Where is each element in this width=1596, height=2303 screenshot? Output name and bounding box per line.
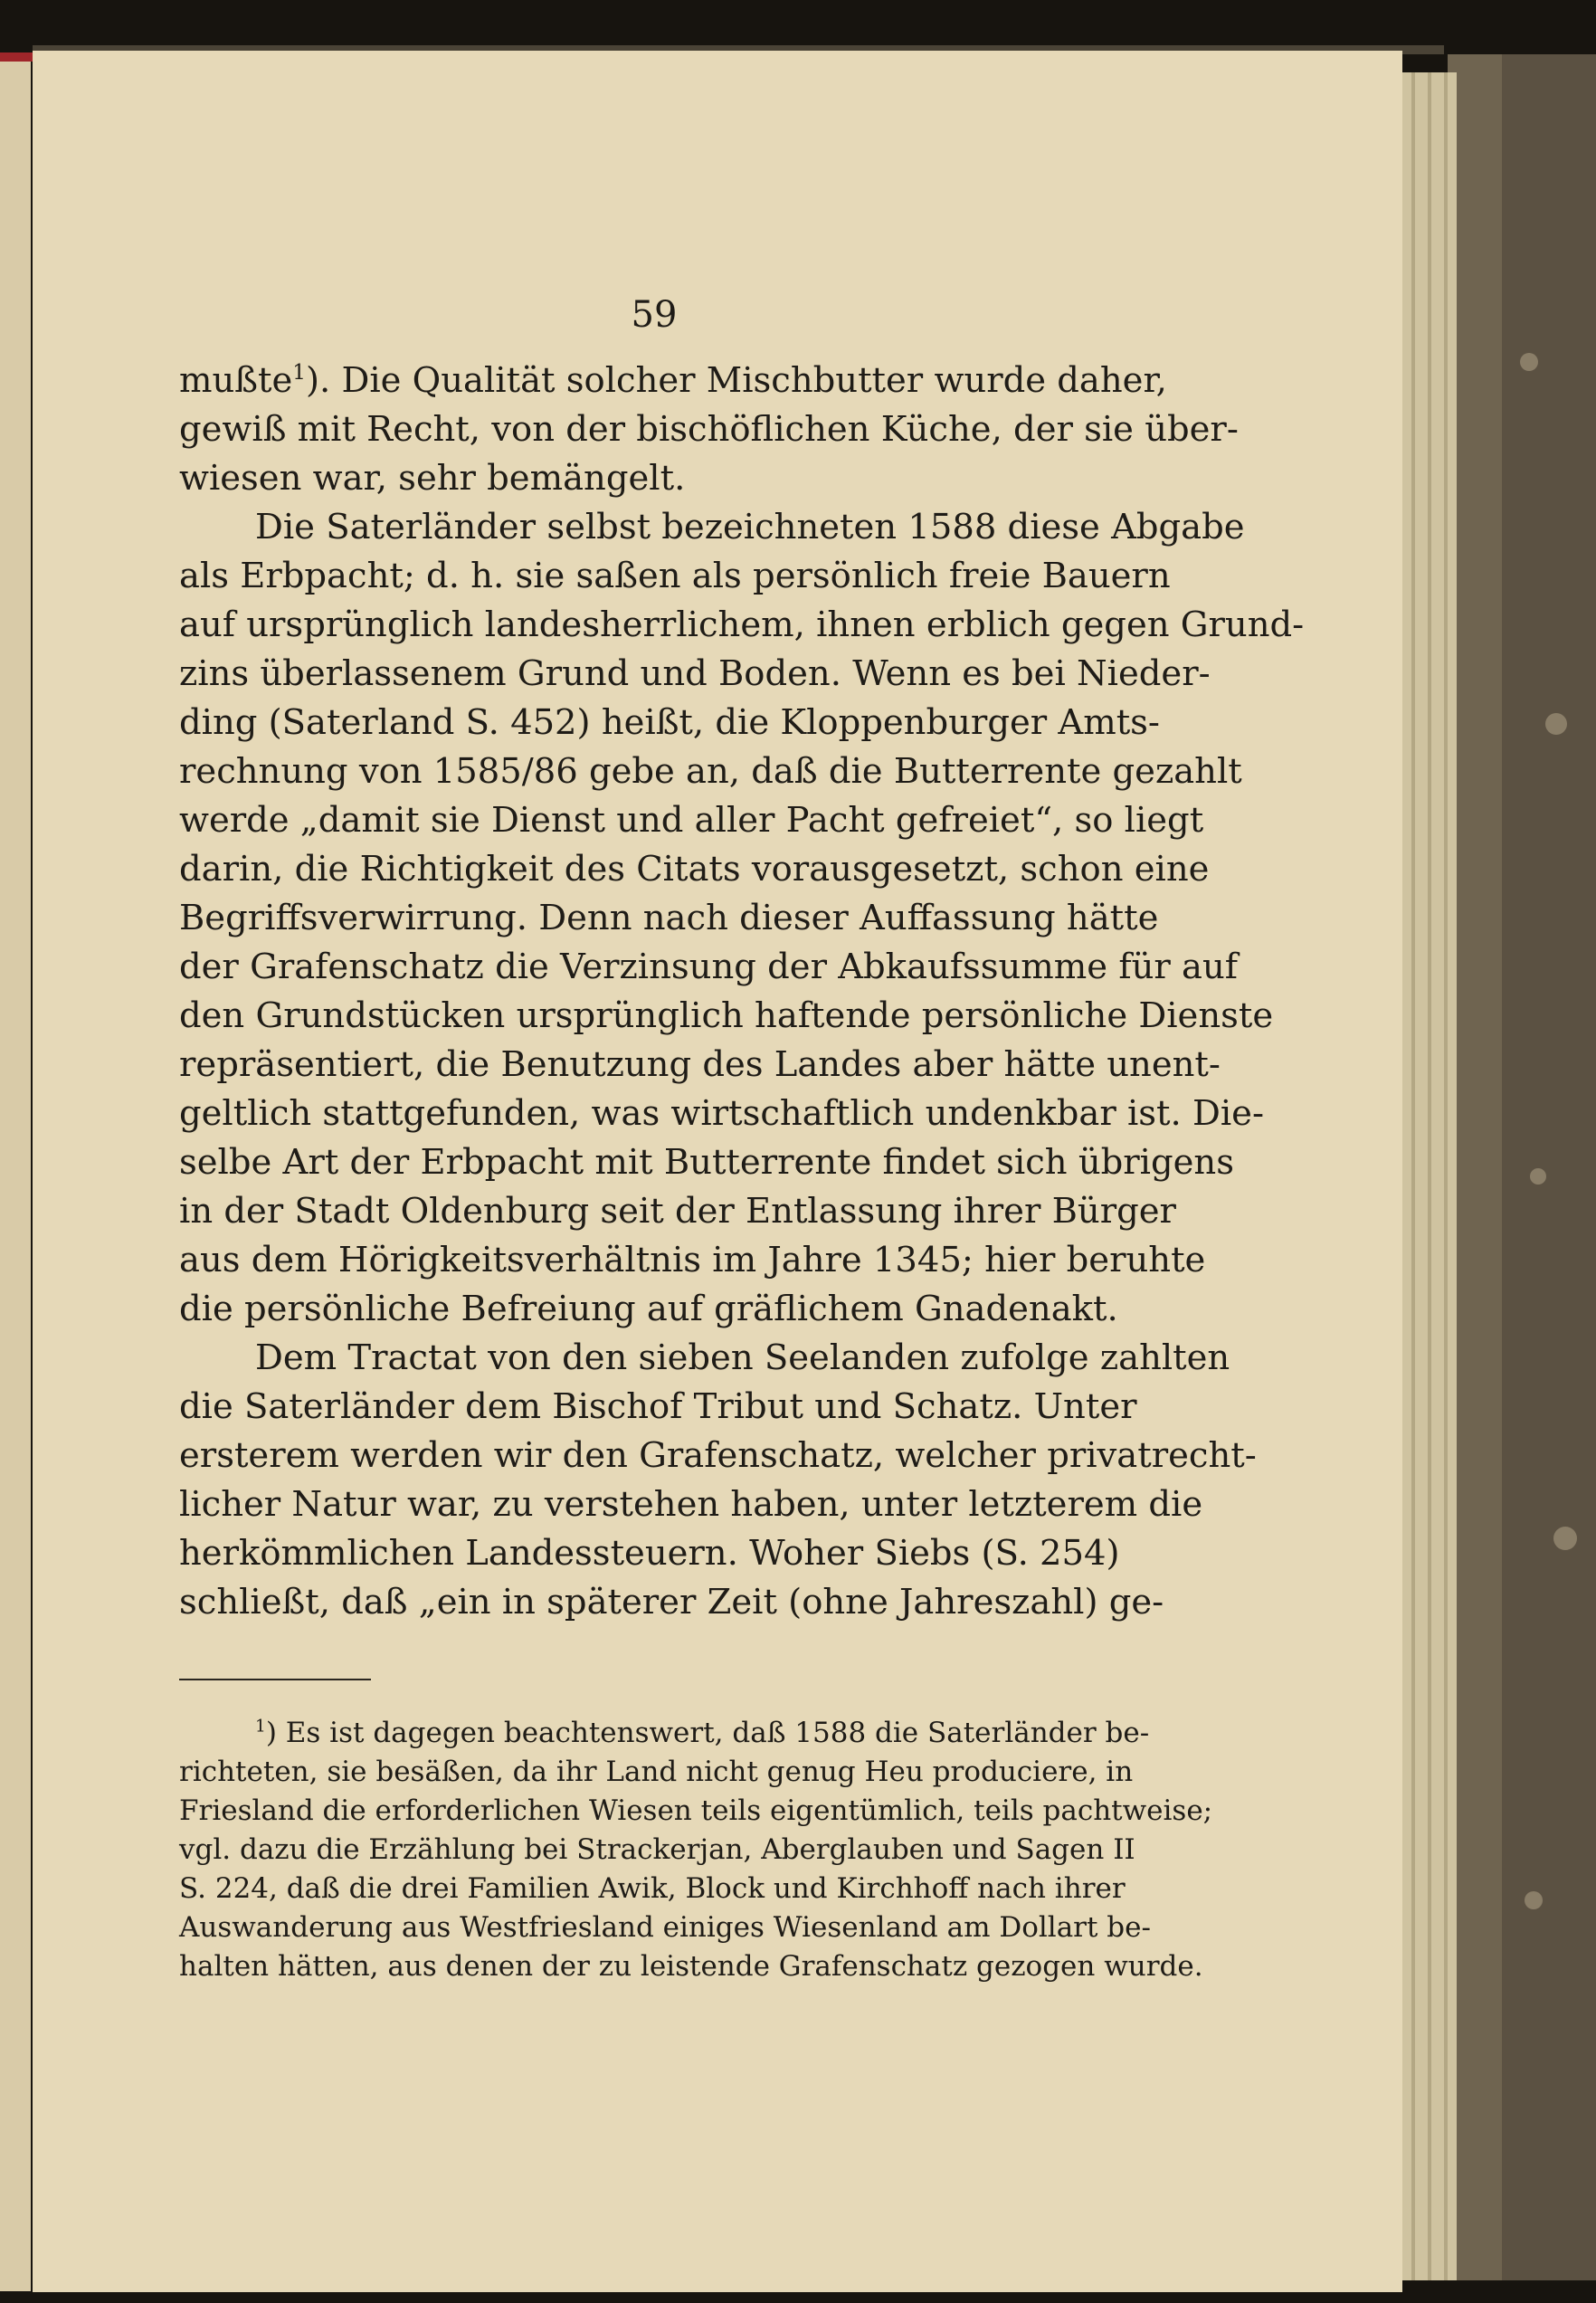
footnote-line: halten hätten, aus denen der zu leistende Grafenschatz gezogen wurde. <box>179 1950 1203 1983</box>
footnote-line: Auswanderung aus Westfriesland einiges Wiesenland am Dollart be- <box>179 1911 1151 1944</box>
body-line: geltlich stattgefunden, was wirtschaftlich undenkbar ist. Die- <box>179 1093 1264 1134</box>
body-line: wiesen war, sehr bemängelt. <box>179 458 686 499</box>
footnote-divider <box>179 1679 371 1680</box>
footnote-number: 1 <box>255 1717 266 1737</box>
paragraph-start-line: Die Saterländer selbst bezeichneten 1588 diese Abgabe <box>255 507 1245 547</box>
body-line: gewiß mit Recht, von der bischöflichen Küche, der sie über- <box>179 409 1239 450</box>
body-line: aus dem Hörigkeitsverhältnis im Jahre 1345; hier beruhte <box>179 1240 1206 1280</box>
body-line: mußte$^1$). Die Qualität solcher Mischbutter wurde daher, <box>179 360 1167 401</box>
body-line: zins überlassenem Grund und Boden. Wenn es bei Nieder- <box>179 653 1211 694</box>
footnote-line: S. 224, daß die drei Familien Awik, Block und Kirchhoff nach ihrer <box>179 1872 1126 1905</box>
body-line: herkömmlichen Landessteuern. Woher Siebs (S. 254) <box>179 1533 1120 1574</box>
footnote-line: richteten, sie besäßen, da ihr Land nicht genug Heu produciere, in <box>179 1756 1134 1788</box>
body-line: werde „damit sie Dienst und aller Pacht gefreiet“, so liegt <box>179 800 1204 841</box>
body-line: selbe Art der Erbpacht mit Butterrente findet sich übrigens <box>179 1142 1234 1183</box>
body-line: ersterem werden wir den Grafenschatz, welcher privatrecht- <box>179 1435 1257 1476</box>
left-page-sliver <box>0 56 31 2291</box>
body-line: darin, die Richtigkeit des Citats vorausgesetzt, schon eine <box>179 849 1210 890</box>
body-line: der Grafenschatz die Verzinsung der Abkaufssumme für auf <box>179 947 1239 987</box>
body-line: licher Natur war, zu verstehen haben, unter letzterem die <box>179 1484 1203 1525</box>
footnote-line: vgl. dazu die Erzählung bei Strackerjan, Aberglauben und Sagen II <box>179 1833 1135 1866</box>
body-line: repräsentiert, die Benutzung des Landes aber hätte unent- <box>179 1044 1221 1085</box>
body-line: rechnung von 1585/86 gebe an, daß die Butterrente gezahlt <box>179 751 1242 792</box>
body-line: in der Stadt Oldenburg seit der Entlassung ihrer Bürger <box>179 1191 1176 1232</box>
body-line: schließt, daß „ein in späterer Zeit (ohne Jahreszahl) ge- <box>179 1582 1164 1623</box>
paragraph-start-line: Dem Tractat von den sieben Seelanden zufolge zahlten <box>255 1337 1230 1378</box>
footnote-line: $^1$) Es ist dagegen beachtenswert, daß 1588 die Saterländer be- <box>255 1717 1150 1749</box>
body-line: als Erbpacht; d. h. sie saßen als persönlich freie Bauern <box>179 556 1171 596</box>
body-line: die Saterländer dem Bischof Tribut und Schatz. Unter <box>179 1386 1137 1427</box>
body-line: auf ursprünglich landesherrlichem, ihnen erblich gegen Grund- <box>179 604 1305 645</box>
book-page <box>33 51 1402 2292</box>
body-line: den Grundstücken ursprünglich haftende persönliche Dienste <box>179 995 1274 1036</box>
body-line: ding (Saterland S. 452) heißt, die Kloppenburger Amts- <box>179 702 1160 743</box>
footnote-line: Friesland die erforderlichen Wiesen teils eigentümlich, teils pachtweise; <box>179 1794 1213 1827</box>
body-line: Begriffsverwirrung. Denn nach dieser Auffassung hätte <box>179 898 1159 938</box>
footnote-marker: 1 <box>292 361 306 385</box>
body-line: die persönliche Befreiung auf gräflichem Gnadenakt. <box>179 1289 1118 1329</box>
page-number: 59 <box>631 294 678 336</box>
